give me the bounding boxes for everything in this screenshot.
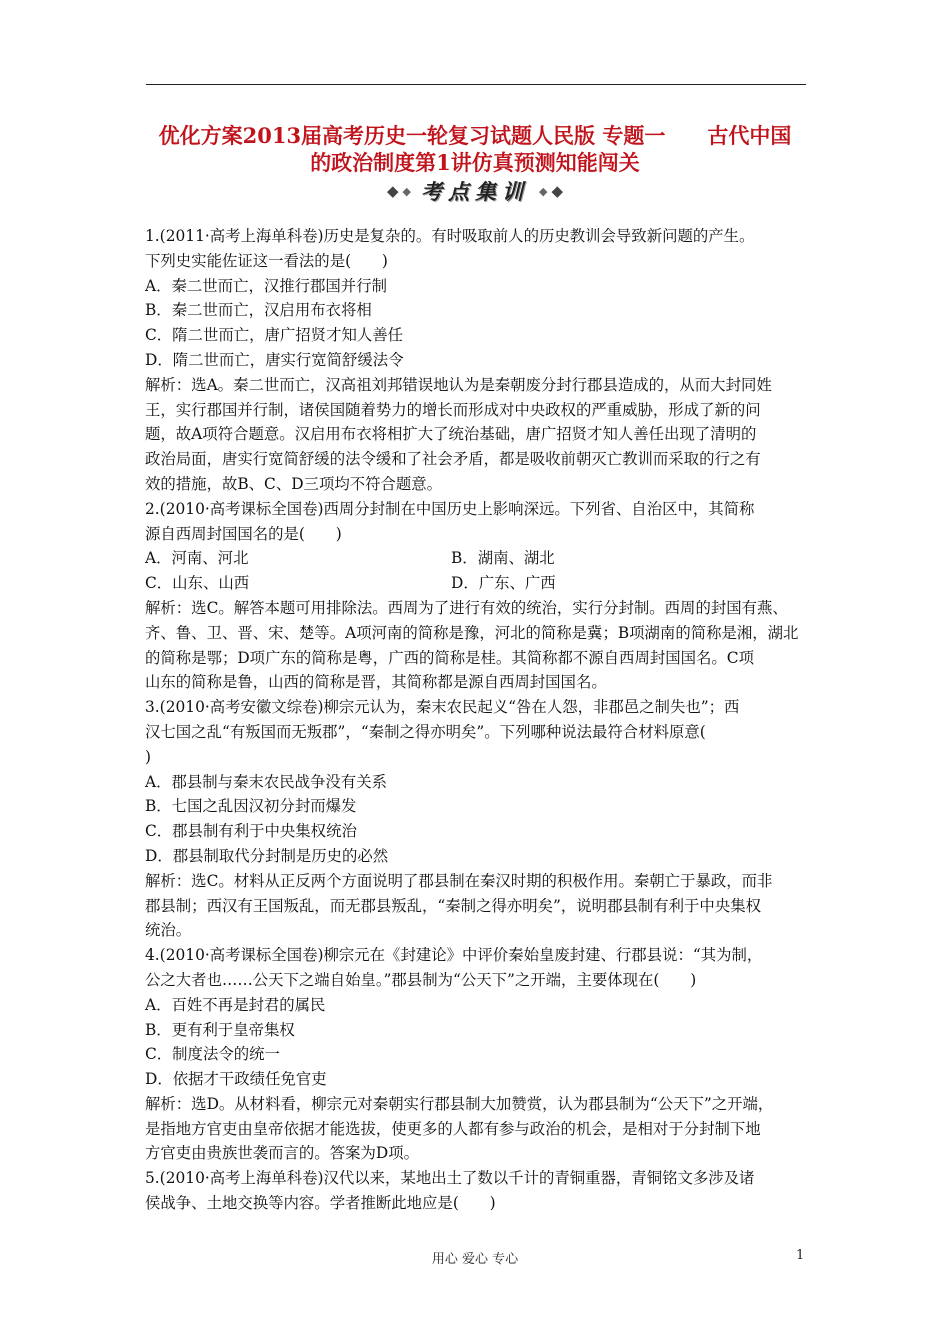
question-4-option-b: B．更有利于皇帝集权 (145, 1020, 295, 1039)
question-1-option-a: A．秦二世而亡，汉推行郡国并行制 (145, 276, 387, 295)
banner-label: 考点集训 (421, 180, 529, 204)
question-2-options-row (145, 571, 809, 596)
title-line-2: 的政治制度第1讲仿真预测知能闯关 (310, 150, 640, 175)
question-2-analysis: 齐、鲁、卫、晋、宋、楚等。A项河南的简称是豫，河北的简称是冀；B项湖南的简称是湘，湖北 (145, 623, 799, 642)
question-3-option-d: D．郡县制取代分封制是历史的必然 (145, 846, 389, 865)
question-1-option-c: C．隋二世而亡，唐广招贤才知人善任 (145, 326, 404, 345)
diamond-icon: ◆ (551, 181, 564, 200)
question-4-analysis: 是指地方官吏由皇帝依据才能选拔，使更多的人都有参与政治的机会，是相对于分封制下地 (145, 1119, 761, 1138)
question-2-option-b: B．湖南、湖北 (451, 549, 555, 568)
question-2-options-row (145, 546, 809, 571)
question-2-stem-cont: 源自西周封国国名的是( ) (145, 524, 342, 543)
question-1-stem: 1.(2011·高考上海单科卷)历史是复杂的。有时吸取前人的历史教训会导致新问题的产生。 (145, 227, 755, 245)
question-5-stem: 5.(2010·高考上海单科卷)汉代以来，某地出土了数以千计的青铜重器，青铜铭文多涉及诸 (145, 1169, 755, 1188)
question-5-stem-cont: 侯战争、土地交换等内容。学者推断此地应是( ) (145, 1194, 496, 1213)
question-4-option-c: C．制度法令的统一 (145, 1045, 280, 1064)
footer-motto: 用心 爱心 专心 (431, 1252, 519, 1267)
question-4-stem-cont: 公之大者也……公天下之端自始皇。”郡县制为“公天下”之开端，主要体现在( ) (145, 970, 697, 989)
question-4-option-d: D．依据才干政绩任免官吏 (145, 1070, 327, 1089)
diamond-small-icon: ◆ (402, 184, 411, 198)
question-4-analysis: 解析：选D。从材料看，柳宗元对秦朝实行郡县制大加赞赏，认为郡县制为“公天下”之开端， (145, 1094, 774, 1113)
question-3-stem-cont: ) (145, 747, 152, 766)
question-1-analysis: 王，实行郡国并行制，诸侯国随着势力的增长而形成对中央政权的严重威胁，形成了新的问 (145, 400, 761, 419)
question-3-stem: 3.(2010·高考安徽文综卷)柳宗元认为，秦末农民起义“咎在人怨，非郡邑之制失也”；西 (145, 698, 740, 717)
question-3-analysis: 统治。 (145, 921, 192, 940)
question-2-stem: 2.(2010·高考课标全国卷)西周分封制在中国历史上影响深远。下列省、自治区中，其简称 (145, 499, 755, 518)
title-line-1: 优化方案2013届高考历史一轮复习试题人民版 专题一 古代中国 (158, 123, 792, 148)
question-4-analysis: 方官吏由贵族世袭而言的。答案为D项。 (145, 1144, 419, 1163)
question-3-option-b: B．七国之乱因汉初分封而爆发 (145, 797, 357, 816)
question-1-option-b: B．秦二世而亡，汉启用布衣将相 (145, 301, 372, 320)
question-2-option-d: D．广东、广西 (451, 574, 556, 593)
question-2-option-c: C．山东、山西 (145, 574, 250, 593)
diamond-small-icon: ◆ (539, 184, 548, 198)
question-4-option-a: A．百姓不再是封君的属民 (145, 995, 326, 1014)
question-1-analysis: 题，故A项符合题意。汉启用布衣将相扩大了统治基础，唐广招贤才知人善任出现了清明的 (145, 425, 757, 444)
question-3-option-c: C．郡县制有利于中央集权统治 (145, 822, 357, 841)
question-3-analysis: 郡县制；西汉有王国叛乱，而无郡县叛乱，“秦制之得亦明矣”，说明郡县制有利于中央集权 (145, 896, 761, 915)
question-4-stem: 4.(2010·高考课标全国卷)柳宗元在《封建论》中评价秦始皇废封建、行郡县说：“其为制， (145, 946, 763, 965)
question-2-option-a: A．河南、河北 (145, 549, 249, 568)
question-1-option-d: D．隋二世而亡，唐实行宽简舒缓法令 (145, 350, 404, 369)
question-1-stem-cont: 下列史实能佐证这一看法的是( ) (145, 251, 388, 270)
page-title (140, 122, 810, 176)
question-2-analysis: 山东的简称是鲁，山西的简称是晋，其简称都是源自西周封国国名。 (145, 673, 607, 692)
question-1-analysis: 效的措施，故B、C、D三项均不符合题意。 (145, 474, 443, 493)
question-3-option-a: A．郡县制与秦末农民战争没有关系 (145, 772, 387, 791)
question-1-analysis: 解析：选A。秦二世而亡，汉高祖刘邦错误地认为是秦朝废分封行郡县造成的，从而大封同姓 (145, 375, 772, 394)
diamond-icon: ◆ (386, 181, 399, 200)
question-3-analysis: 解析：选C。材料从正反两个方面说明了郡县制在秦汉时期的积极作用。秦朝亡于暴政，而非 (145, 871, 773, 890)
header-rule (146, 84, 806, 85)
page-number: 1 (796, 1248, 805, 1263)
question-2-analysis: 的简称是鄂；D项广东的简称是粤，广西的简称是桂。其简称都不源自西周封国国名。C项 (145, 648, 754, 667)
section-banner (300, 176, 650, 206)
question-2-analysis: 解析：选C。解答本题可用排除法。西周为了进行有效的统治，实行分封制。西周的封国有燕、 (145, 598, 788, 617)
question-1-analysis: 政治局面，唐实行宽简舒缓的法令缓和了社会矛盾，都是吸收前朝灭亡教训而采取的行之有 (145, 450, 761, 469)
question-3-stem-cont: 汉七国之乱“有叛国而无叛郡”，“秦制之得亦明矣”。下列哪种说法最符合材料原意( (145, 722, 706, 741)
question-list (145, 224, 809, 1216)
